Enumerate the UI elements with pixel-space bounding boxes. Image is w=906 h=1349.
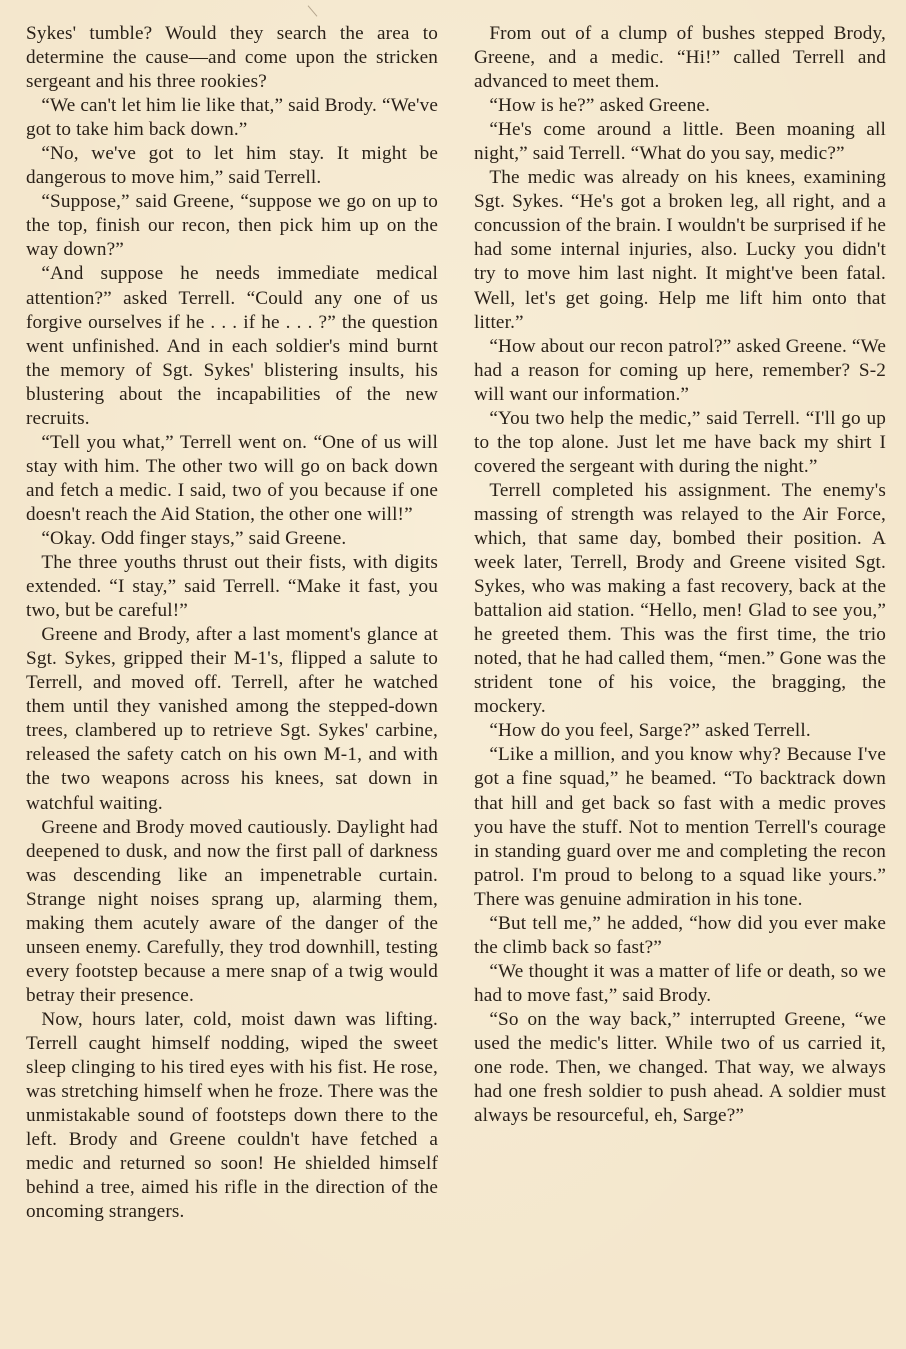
paragraph: Greene and Brody, after a last moment's glance at Sgt. Sykes, gripped their M-1's, flipped a salute to Terrell, and moved off. Terrell, after he watched them until they vanished among the stepped-down trees, clambered up to retrieve Sgt. Sykes' carbine, released the safety catch on his own M-1, and with the two weapons across his knees, sat down in watchful waiting. (26, 624, 438, 814)
paragraph: “We can't let him lie like that,” said Brody. “We've got to take him back down.” (26, 95, 439, 141)
paragraph: Greene and Brody moved cautiously. Daylight had deepened to dusk, and now the first pall of darkness was descending like an impenetrable curtain. Strange night noises sprang up, alarming them, making them acutely aware of the danger of the unseen enemy. Carefully, they trod downhill, testing every footstep because a mere snap of a twig would betray their presence. (26, 816, 438, 1006)
paragraph: “But tell me,” he added, “how did you ever make the climb back so fast?” (474, 912, 886, 958)
paragraph: “How is he?” asked Greene. (489, 95, 711, 117)
paragraph: “We thought it was a matter of life or death, so we had to move fast,” said Brody. (474, 960, 886, 1006)
paragraph: “He's come around a little. Been moaning all night,” said Terrell. “What do you say, medic?” (474, 119, 886, 165)
paragraph: The three youths thrust out their fists, with digits extended. “I stay,” said Terrell. “Make it fast, you two, but be careful!” (26, 552, 438, 622)
paragraph: Sykes' tumble? Would they search the area to determine the cause—and come upon the stricken sergeant and his three rookies? (26, 23, 438, 93)
paragraph: “Okay. Odd finger stays,” said Greene. (41, 527, 347, 549)
paragraph: “How do you feel, Sarge?” asked Terrell. (489, 720, 811, 742)
paragraph: Terrell completed his assignment. The enemy's massing of strength was relayed to the Air Force, which, that same day, bombed their position. A week later, Terrell, Brody and Greene visited Sgt. Sykes, who was making a fast recovery, back at the battalion aid station. “Hello, men! Glad to see you,” he greeted them. This was the first time, the trio noted, that he had called them, “men.” Gone was the strident tone of his voice, the bragging, the mockery. (474, 479, 886, 718)
paragraph: “No, we've got to let him stay. It might be dangerous to move him,” said Terrell. (26, 143, 438, 189)
paragraph: Now, hours later, cold, moist dawn was lifting. Terrell caught himself nodding, wiped the sweet sleep clinging to his tired eyes with his fist. He rose, was stretching himself when he froze. There was the unmistakable sound of footsteps down there to the left. Brody and Greene couldn't have fetched a medic and returned so soon! He shielded himself behind a tree, aimed his rifle in the direction of the oncoming strangers. (26, 1008, 438, 1223)
paragraph: “How about our recon patrol?” asked Greene. “We had a reason for coming up here, remember? S-2 will want our information.” (474, 335, 886, 405)
paragraph: “Like a million, and you know why? Because I've got a fine squad,” he beamed. “To backtrack down that hill and get back so fast with a medic proves you have the stuff. Not to mention Terrell's courage in standing guard over me and completing the recon patrol. I'm proud to belong to a squad like yours.” There was genuine admiration in his tone. (474, 744, 886, 910)
paragraph: “Tell you what,” Terrell went on. “One of us will stay with him. The other two will go on back down and fetch a medic. I said, two of you because if one doesn't reach the Aid Station, the other one will!” (26, 431, 438, 525)
paragraph: The medic was already on his knees, examining Sgt. Sykes. “He's got a broken leg, all right, and a concussion of the brain. I wouldn't be surprised if he had some internal injuries, also. Lucky you didn't try to move him last night. It might've been fatal. Well, let's get going. Help me lift him onto that litter.” (474, 167, 886, 333)
paragraph: “Suppose,” said Greene, “suppose we go on up to the top, finish our recon, then pick him up on the way down?” (26, 191, 438, 261)
paragraph: From out of a clump of bushes stepped Brody, Greene, and a medic. “Hi!” called Terrell and advanced to meet them. (474, 23, 886, 93)
print-mark (308, 5, 318, 16)
paragraph: “So on the way back,” interrupted Greene, “we used the medic's litter. While two of us carried it, one rode. Then, we changed. That way, we always had one fresh soldier to push ahead. A soldier must always be resourceful, eh, Sarge?” (474, 1008, 886, 1127)
left-column (26, 22, 438, 1224)
paragraph: “You two help the medic,” said Terrell. “I'll go up to the top alone. Just let me have back my shirt I covered the sergeant with during the night.” (474, 407, 886, 477)
paragraph: “And suppose he needs immediate medical attention?” asked Terrell. “Could any one of us forgive ourselves if he . . . if he . . . ?” the question went unfinished. And in each soldier's mind burnt the memory of Sgt. Sykes' blistering insults, his blustering about the incapabilities of the new recruits. (26, 263, 438, 429)
right-column (474, 22, 886, 1128)
